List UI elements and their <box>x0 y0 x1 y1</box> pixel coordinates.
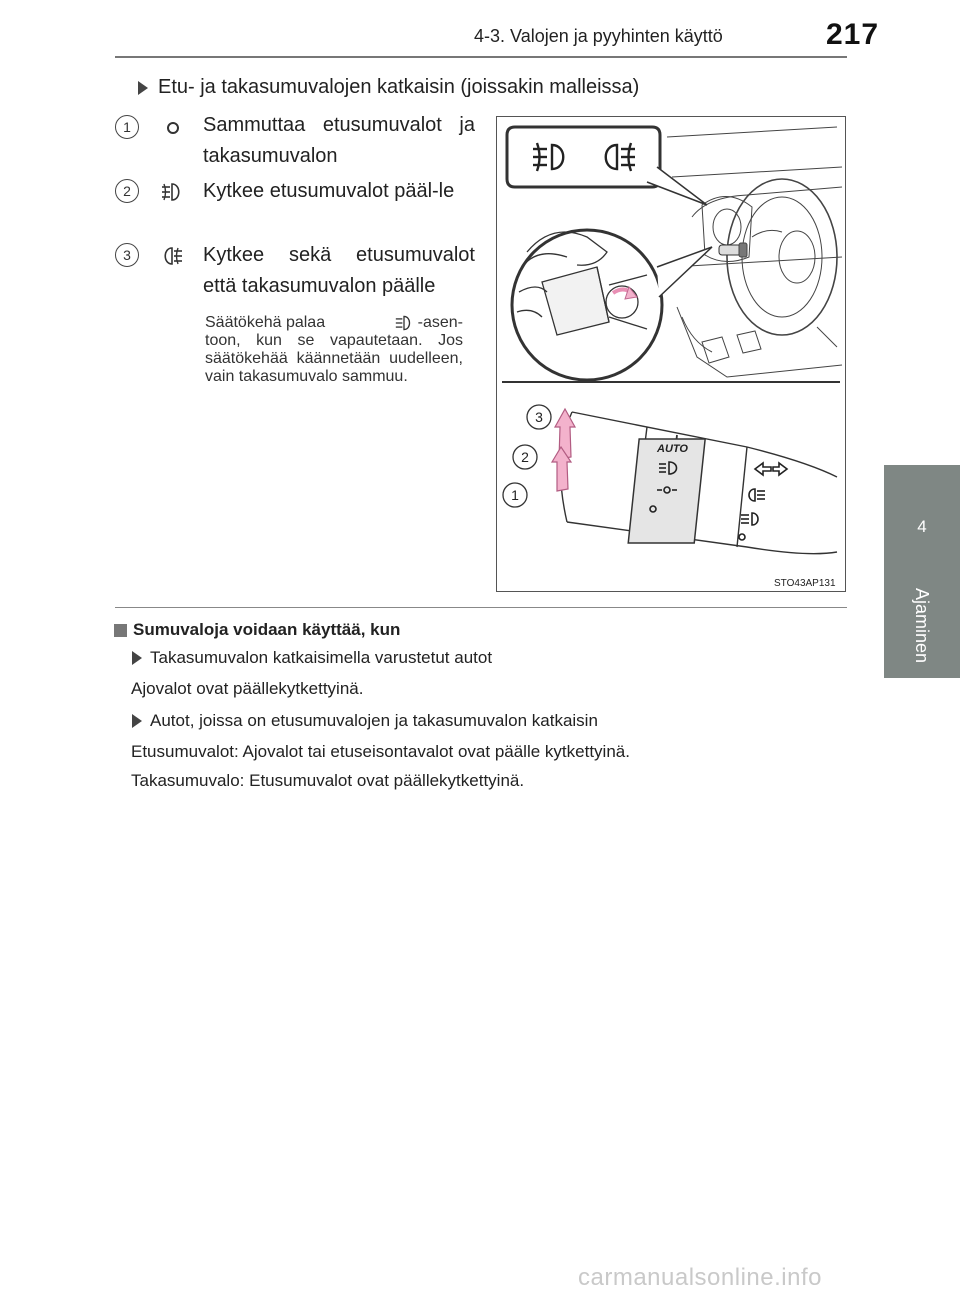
section-separator <box>115 607 847 608</box>
condition-text-1: Takasumuvalon katkaisimella varustetut autot <box>150 648 493 667</box>
triangle-bullet-icon <box>138 81 148 95</box>
header-section-title: 4-3. Valojen ja pyyhinten käyttö <box>474 26 723 46</box>
triangle-bullet-icon <box>132 651 142 665</box>
item-number-3: 3 <box>115 243 139 267</box>
figure-label-1: 1 <box>511 487 519 503</box>
figure-code: STO43AP131 <box>774 578 836 589</box>
auto-label: AUTO <box>657 443 688 455</box>
rear-fog-light-icon <box>160 245 184 267</box>
figure-divider <box>502 381 840 383</box>
front-fog-light-icon <box>160 181 184 203</box>
note-text <box>205 314 463 386</box>
watermark: carmanualsonline.info <box>578 1264 822 1291</box>
subsection-heading <box>138 76 639 99</box>
conditions-heading <box>114 620 400 640</box>
conditions-heading-text: Sumuvaloja voidaan käyttää, kun <box>133 620 401 639</box>
subsection-title: Etu- ja takasumuvalojen katkaisin (joissakin malleissa) <box>158 76 640 98</box>
condition-line-5: Takasumuvalo: Etusumuvalot ovat päällekytkettyinä. <box>131 771 525 790</box>
item-text-3: Kytkee sekä etusumuvalot että takasumuvalon päälle <box>203 244 475 297</box>
fog-light-switch-illustration <box>496 116 846 592</box>
header-rule <box>115 56 847 58</box>
item-number-2: 2 <box>115 179 139 203</box>
condition-line-4: Etusumuvalot: Ajovalot tai etuseisontavalot ovat päälle kytkettyinä. <box>131 742 630 761</box>
item-text-2: Kytkee etusumuvalot pääl-le <box>203 180 455 202</box>
chapter-number: 4 <box>917 517 927 536</box>
condition-line-1 <box>132 648 492 668</box>
chapter-label-wrap <box>884 570 960 680</box>
page-number: 217 <box>826 18 880 51</box>
off-ring-icon <box>161 117 185 139</box>
condition-text-3: Autot, joissa on etusumuvalojen ja takasumuvalon katkaisin <box>150 711 598 730</box>
item-text-1: Sammuttaa etusumuvalot ja takasumuvalon <box>203 114 475 167</box>
item-number-1: 1 <box>115 115 139 139</box>
front-fog-light-icon <box>394 314 414 332</box>
illustration-drawing <box>497 117 844 590</box>
note-rest: toon, kun se vapautetaan. Jos säätökehää käännetään uudelleen, vain takasumuvalo sammuu. <box>205 332 463 385</box>
condition-line-3 <box>132 711 598 731</box>
chapter-label: Ajaminen <box>912 587 933 663</box>
square-bullet-icon <box>114 624 127 637</box>
note-before-icon: Säätökehä palaa <box>205 314 326 331</box>
figure-label-3: 3 <box>535 409 543 425</box>
triangle-bullet-icon <box>132 714 142 728</box>
figure-label-2: 2 <box>521 449 529 465</box>
condition-line-2: Ajovalot ovat päällekytkettyinä. <box>131 679 364 698</box>
note-after-icon: -asen- <box>417 314 463 331</box>
